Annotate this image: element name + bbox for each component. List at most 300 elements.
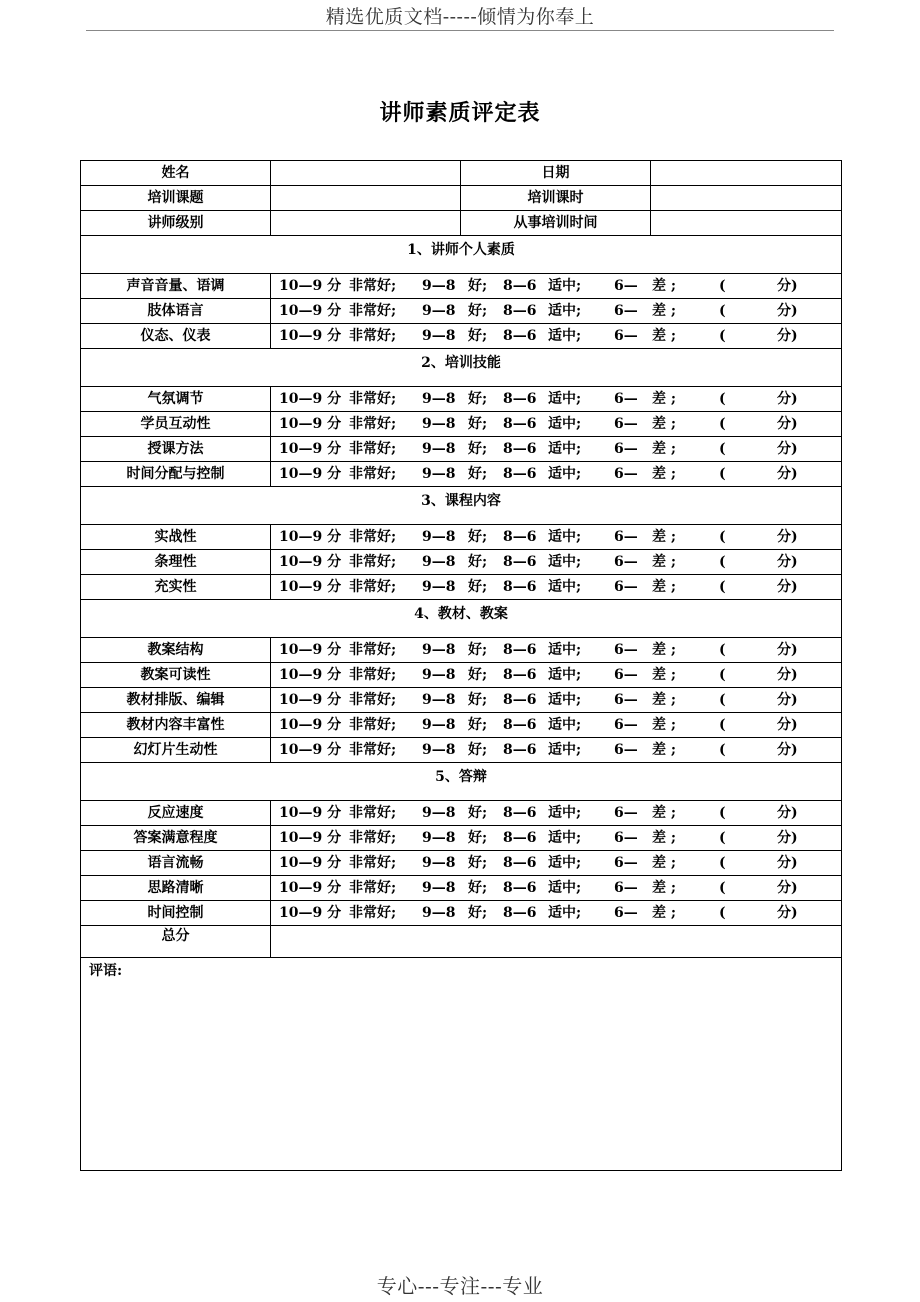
criterion-row [81,663,842,688]
rating-excellent: 非常好; [349,466,397,482]
score-open-paren: ( [719,466,726,482]
section-title: 4、教材、教案 [81,600,842,638]
score-cell[interactable] [271,713,842,738]
criterion-row [81,901,842,926]
rating-fair: 适中; [548,466,582,482]
score-range-fair: 8—6 [503,278,537,294]
score-range-excellent: 10—9 分 [279,328,342,344]
rating-fair: 适中; [548,328,582,344]
comment-label: 评语: [89,963,123,979]
rating-poor: 差 ; [652,855,677,871]
score-close-unit: 分) [777,805,798,821]
score-cell[interactable] [271,738,842,763]
rating-scale [271,388,841,410]
rating-good: 好; [468,466,488,482]
score-cell[interactable] [271,550,842,575]
score-range-excellent: 10—9 分 [279,855,342,871]
criterion-label: 时间分配与控制 [81,462,271,487]
rating-scale [271,827,841,849]
rating-poor: 差 ; [652,805,677,821]
score-range-good: 9—8 [422,278,456,294]
rating-poor: 差 ; [652,880,677,896]
score-range-fair: 8—6 [503,529,537,545]
score-open-paren: ( [719,717,726,733]
criterion-label: 幻灯片生动性 [81,738,271,763]
score-range-good: 9—8 [422,830,456,846]
score-range-excellent: 10—9 分 [279,742,342,758]
rating-poor: 差 ; [652,554,677,570]
score-range-excellent: 10—9 分 [279,830,342,846]
rating-scale [271,300,841,322]
rating-fair: 适中; [548,554,582,570]
score-range-fair: 8—6 [503,717,537,733]
rating-excellent: 非常好; [349,855,397,871]
score-close-unit: 分) [777,742,798,758]
total-label: 总分 [81,926,271,958]
score-range-good: 9—8 [422,303,456,319]
score-open-paren: ( [719,441,726,457]
rating-excellent: 非常好; [349,805,397,821]
score-close-unit: 分) [777,391,798,407]
score-open-paren: ( [719,692,726,708]
rating-excellent: 非常好; [349,642,397,658]
score-close-unit: 分) [777,303,798,319]
criterion-label: 答案满意程度 [81,826,271,851]
rating-good: 好; [468,278,488,294]
rating-poor: 差 ; [652,441,677,457]
rating-poor: 差 ; [652,579,677,595]
criterion-row [81,688,842,713]
score-cell[interactable] [271,826,842,851]
rating-good: 好; [468,579,488,595]
score-range-good: 9—8 [422,466,456,482]
score-close-unit: 分) [777,692,798,708]
score-range-excellent: 10—9 分 [279,441,342,457]
rating-fair: 适中; [548,742,582,758]
score-range-fair: 8—6 [503,441,537,457]
score-cell[interactable] [271,299,842,324]
page-header: 精选优质文档-----倾情为你奉上 [325,6,595,28]
criterion-label: 时间控制 [81,901,271,926]
score-range-fair: 8—6 [503,742,537,758]
score-range-excellent: 10—9 分 [279,278,342,294]
score-cell[interactable] [271,387,842,412]
rating-scale [271,639,841,661]
date-field[interactable] [651,161,842,186]
score-range-poor: 6— [614,905,638,921]
hours-label: 培训课时 [461,186,651,211]
score-range-excellent: 10—9 分 [279,692,342,708]
rating-fair: 适中; [548,667,582,683]
rating-good: 好; [468,642,488,658]
rating-excellent: 非常好; [349,905,397,921]
rating-poor: 差 ; [652,328,677,344]
criterion-label: 反应速度 [81,801,271,826]
criterion-label: 肢体语言 [81,299,271,324]
criterion-label: 教材内容丰富性 [81,713,271,738]
score-range-excellent: 10—9 分 [279,579,342,595]
score-open-paren: ( [719,667,726,683]
score-range-excellent: 10—9 分 [279,466,342,482]
score-range-poor: 6— [614,667,638,683]
score-open-paren: ( [719,830,726,846]
rating-fair: 适中; [548,880,582,896]
date-label: 日期 [461,161,651,186]
score-cell[interactable] [271,688,842,713]
rating-scale [271,902,841,924]
rating-excellent: 非常好; [349,416,397,432]
rating-excellent: 非常好; [349,880,397,896]
evaluation-table [80,160,842,1171]
rating-poor: 差 ; [652,416,677,432]
score-range-poor: 6— [614,880,638,896]
score-cell[interactable] [271,437,842,462]
score-range-good: 9—8 [422,554,456,570]
score-open-paren: ( [719,303,726,319]
rating-excellent: 非常好; [349,391,397,407]
score-open-paren: ( [719,391,726,407]
rating-excellent: 非常好; [349,554,397,570]
score-cell[interactable] [271,851,842,876]
criterion-row [81,550,842,575]
score-range-good: 9—8 [422,667,456,683]
score-cell[interactable] [271,663,842,688]
level-label: 讲师级别 [81,211,271,236]
page-footer: 专心---专注---专业 [376,1274,544,1298]
comment-row [81,958,842,1171]
info-row-course-hours [81,186,842,211]
section-header-row [81,236,842,274]
criterion-label: 教案结构 [81,638,271,663]
score-range-good: 9—8 [422,880,456,896]
rating-good: 好; [468,416,488,432]
rating-scale [271,526,841,548]
section-title: 5、答辩 [81,763,842,801]
rating-scale [271,852,841,874]
criterion-row [81,437,842,462]
rating-scale [271,413,841,435]
rating-fair: 适中; [548,391,582,407]
rating-good: 好; [468,692,488,708]
rating-fair: 适中; [548,529,582,545]
score-cell[interactable] [271,324,842,349]
rating-good: 好; [468,742,488,758]
rating-fair: 适中; [548,642,582,658]
score-range-good: 9—8 [422,529,456,545]
score-cell[interactable] [271,412,842,437]
course-label: 培训课题 [81,186,271,211]
rating-poor: 差 ; [652,529,677,545]
rating-fair: 适中; [548,416,582,432]
score-range-good: 9—8 [422,416,456,432]
criterion-row [81,274,842,299]
criterion-row [81,876,842,901]
score-range-excellent: 10—9 分 [279,529,342,545]
score-range-good: 9—8 [422,391,456,407]
score-range-excellent: 10—9 分 [279,905,342,921]
name-field[interactable] [271,161,461,186]
score-range-good: 9—8 [422,579,456,595]
criterion-row [81,525,842,550]
score-range-fair: 8—6 [503,554,537,570]
rating-poor: 差 ; [652,667,677,683]
rating-excellent: 非常好; [349,692,397,708]
score-range-excellent: 10—9 分 [279,667,342,683]
section-title: 3、课程内容 [81,487,842,525]
score-close-unit: 分) [777,441,798,457]
score-open-paren: ( [719,529,726,545]
rating-scale [271,325,841,347]
score-open-paren: ( [719,880,726,896]
rating-fair: 适中; [548,278,582,294]
score-range-poor: 6— [614,717,638,733]
total-row [81,926,842,958]
score-range-fair: 8—6 [503,303,537,319]
score-cell[interactable] [271,638,842,663]
score-range-poor: 6— [614,805,638,821]
header-divider [86,30,834,31]
rating-excellent: 非常好; [349,303,397,319]
score-close-unit: 分) [777,466,798,482]
score-range-poor: 6— [614,855,638,871]
score-range-poor: 6— [614,579,638,595]
score-open-paren: ( [719,855,726,871]
score-range-excellent: 10—9 分 [279,391,342,407]
rating-fair: 适中; [548,579,582,595]
criterion-row [81,575,842,600]
score-close-unit: 分) [777,278,798,294]
rating-excellent: 非常好; [349,579,397,595]
rating-scale [271,438,841,460]
score-range-poor: 6— [614,692,638,708]
score-range-poor: 6— [614,278,638,294]
score-range-good: 9—8 [422,328,456,344]
score-range-good: 9—8 [422,742,456,758]
criterion-row [81,826,842,851]
score-close-unit: 分) [777,717,798,733]
level-field[interactable] [271,211,461,236]
rating-good: 好; [468,830,488,846]
rating-excellent: 非常好; [349,529,397,545]
score-range-poor: 6— [614,391,638,407]
section-header-row [81,487,842,525]
score-range-fair: 8—6 [503,905,537,921]
criterion-row [81,801,842,826]
criterion-label: 教材排版、编辑 [81,688,271,713]
rating-good: 好; [468,529,488,545]
score-close-unit: 分) [777,554,798,570]
rating-good: 好; [468,303,488,319]
rating-good: 好; [468,554,488,570]
rating-excellent: 非常好; [349,328,397,344]
score-range-fair: 8—6 [503,466,537,482]
criterion-label: 语言流畅 [81,851,271,876]
score-range-fair: 8—6 [503,391,537,407]
score-cell[interactable] [271,525,842,550]
rating-fair: 适中; [548,717,582,733]
criterion-label: 仪态、仪表 [81,324,271,349]
info-row-level-years [81,211,842,236]
rating-good: 好; [468,717,488,733]
criterion-label: 思路清晰 [81,876,271,901]
score-range-poor: 6— [614,416,638,432]
criterion-row [81,387,842,412]
years-field[interactable] [651,211,842,236]
total-score-field[interactable] [271,926,842,958]
rating-excellent: 非常好; [349,278,397,294]
score-range-good: 9—8 [422,905,456,921]
score-open-paren: ( [719,742,726,758]
rating-poor: 差 ; [652,830,677,846]
score-close-unit: 分) [777,880,798,896]
score-range-excellent: 10—9 分 [279,880,342,896]
rating-poor: 差 ; [652,278,677,294]
rating-scale [271,714,841,736]
score-range-fair: 8—6 [503,830,537,846]
criterion-row [81,324,842,349]
score-range-excellent: 10—9 分 [279,554,342,570]
rating-good: 好; [468,667,488,683]
score-cell[interactable] [271,876,842,901]
rating-fair: 适中; [548,303,582,319]
rating-fair: 适中; [548,805,582,821]
section-header-row [81,349,842,387]
score-close-unit: 分) [777,855,798,871]
criterion-label: 实战性 [81,525,271,550]
score-range-poor: 6— [614,642,638,658]
rating-scale [271,551,841,573]
criterion-label: 声音音量、语调 [81,274,271,299]
score-cell[interactable] [271,575,842,600]
score-close-unit: 分) [777,830,798,846]
criterion-row [81,462,842,487]
score-close-unit: 分) [777,529,798,545]
rating-good: 好; [468,880,488,896]
score-open-paren: ( [719,416,726,432]
criterion-label: 学员互动性 [81,412,271,437]
score-range-fair: 8—6 [503,880,537,896]
rating-good: 好; [468,805,488,821]
score-range-poor: 6— [614,830,638,846]
rating-fair: 适中; [548,905,582,921]
score-open-paren: ( [719,579,726,595]
score-range-excellent: 10—9 分 [279,717,342,733]
score-range-poor: 6— [614,742,638,758]
rating-good: 好; [468,905,488,921]
rating-fair: 适中; [548,855,582,871]
criterion-label: 充实性 [81,575,271,600]
course-field[interactable] [271,186,461,211]
score-range-excellent: 10—9 分 [279,805,342,821]
rating-scale [271,877,841,899]
score-range-fair: 8—6 [503,692,537,708]
score-cell[interactable] [271,274,842,299]
criterion-label: 授课方法 [81,437,271,462]
score-close-unit: 分) [777,905,798,921]
rating-excellent: 非常好; [349,667,397,683]
score-range-poor: 6— [614,529,638,545]
score-range-poor: 6— [614,441,638,457]
criterion-row [81,299,842,324]
rating-scale [271,463,841,485]
rating-good: 好; [468,328,488,344]
rating-scale [271,275,841,297]
score-range-good: 9—8 [422,855,456,871]
score-open-paren: ( [719,554,726,570]
rating-scale [271,576,841,598]
score-range-fair: 8—6 [503,667,537,683]
rating-scale [271,802,841,824]
score-range-fair: 8—6 [503,579,537,595]
rating-excellent: 非常好; [349,717,397,733]
score-open-paren: ( [719,905,726,921]
score-range-excellent: 10—9 分 [279,642,342,658]
section-header-row [81,763,842,801]
score-close-unit: 分) [777,579,798,595]
criterion-row [81,412,842,437]
rating-good: 好; [468,855,488,871]
score-cell[interactable] [271,901,842,926]
score-range-poor: 6— [614,303,638,319]
score-close-unit: 分) [777,667,798,683]
rating-fair: 适中; [548,441,582,457]
score-cell[interactable] [271,801,842,826]
criterion-label: 气氛调节 [81,387,271,412]
rating-poor: 差 ; [652,642,677,658]
score-range-poor: 6— [614,554,638,570]
rating-scale [271,739,841,761]
score-open-paren: ( [719,278,726,294]
rating-excellent: 非常好; [349,742,397,758]
rating-poor: 差 ; [652,742,677,758]
score-range-fair: 8—6 [503,805,537,821]
score-range-good: 9—8 [422,441,456,457]
rating-poor: 差 ; [652,717,677,733]
rating-good: 好; [468,441,488,457]
name-label: 姓名 [81,161,271,186]
rating-scale [271,689,841,711]
rating-poor: 差 ; [652,692,677,708]
score-range-fair: 8—6 [503,416,537,432]
criterion-row [81,851,842,876]
score-open-paren: ( [719,805,726,821]
score-range-good: 9—8 [422,692,456,708]
score-range-good: 9—8 [422,642,456,658]
rating-scale [271,664,841,686]
document-title: 讲师素质评定表 [379,100,541,126]
score-range-poor: 6— [614,466,638,482]
score-cell[interactable] [271,462,842,487]
criterion-label: 条理性 [81,550,271,575]
section-title: 1、讲师个人素质 [81,236,842,274]
rating-poor: 差 ; [652,391,677,407]
score-range-fair: 8—6 [503,328,537,344]
criterion-row [81,738,842,763]
score-range-poor: 6— [614,328,638,344]
rating-poor: 差 ; [652,905,677,921]
score-close-unit: 分) [777,416,798,432]
hours-field[interactable] [651,186,842,211]
score-open-paren: ( [719,642,726,658]
rating-fair: 适中; [548,692,582,708]
comment-field[interactable] [81,958,842,1171]
score-range-excellent: 10—9 分 [279,303,342,319]
section-header-row [81,600,842,638]
score-range-fair: 8—6 [503,642,537,658]
score-close-unit: 分) [777,642,798,658]
info-row-name-date [81,161,842,186]
score-range-fair: 8—6 [503,855,537,871]
